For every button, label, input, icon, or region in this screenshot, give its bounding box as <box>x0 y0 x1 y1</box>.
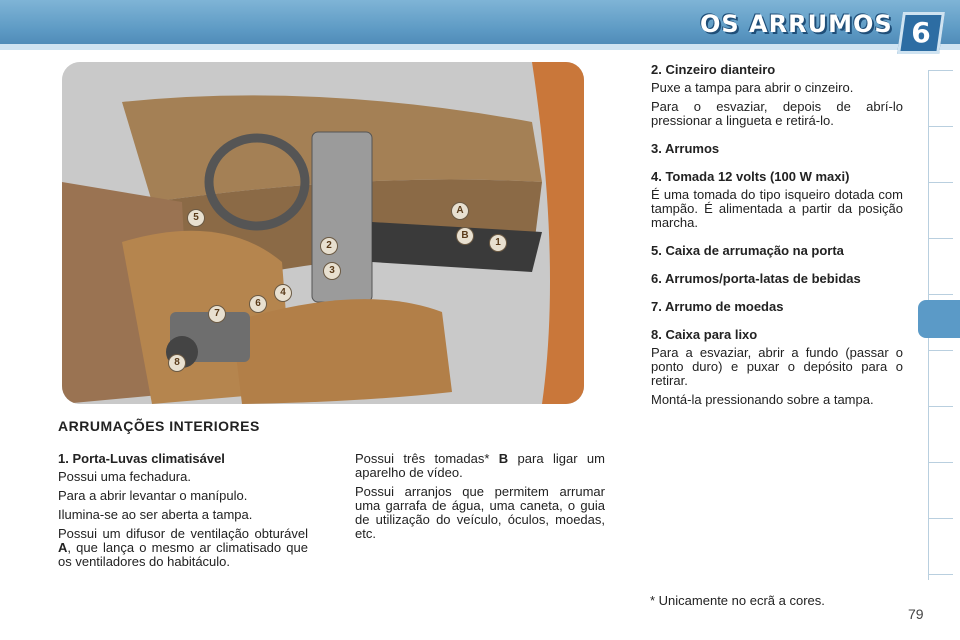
tab-divider <box>929 294 953 295</box>
callout-2: 2 <box>320 237 338 255</box>
callout-A: A <box>451 202 469 220</box>
right-column <box>651 63 903 421</box>
item-1-text <box>355 452 605 480</box>
item-7-heading: 7. Arrumo de moedas <box>651 299 784 314</box>
reference-a: A <box>58 540 68 555</box>
item-1-text: Possui uma fechadura. <box>58 469 191 484</box>
item-1-text: Possui arranjos que permitem arrumar uma garrafa de água, uma caneta, o guia de utilização do veículo, óculos, moedas, etc. <box>355 484 605 541</box>
callout-3: 3 <box>323 262 341 280</box>
item-4-heading: 4. Tomada 12 volts (100 W maxi) <box>651 169 850 184</box>
item-2-text: Para o esvaziar, depois de abrí-lo pressionar a lingueta e retirá-lo. <box>651 99 903 128</box>
callout-B: B <box>456 227 474 245</box>
car-interior-drawing <box>62 62 584 404</box>
item-2-heading: 2. Cinzeiro dianteiro <box>651 62 776 77</box>
text-segment: Possui um difusor de ventilação obturável <box>58 526 308 541</box>
tab-divider <box>929 182 953 183</box>
item-5-heading: 5. Caixa de arrumação na porta <box>651 243 844 258</box>
item-8-text: Montá-la pressionando sobre a tampa. <box>651 392 874 407</box>
tab-divider <box>929 462 953 463</box>
interior-illustration <box>62 62 584 404</box>
item-3-heading: 3. Arrumos <box>651 141 720 156</box>
left-column <box>58 452 308 574</box>
reference-b: B <box>498 451 509 466</box>
item-1-text <box>58 527 308 569</box>
footnote: * Unicamente no ecrã a cores. <box>650 593 825 608</box>
tab-divider <box>929 518 953 519</box>
tab-divider <box>929 238 953 239</box>
item-1-heading: 1. Porta-Luvas climatisável <box>58 451 225 466</box>
tab-divider <box>929 70 953 71</box>
tab-divider <box>929 126 953 127</box>
callout-4: 4 <box>274 284 292 302</box>
page-number: 79 <box>908 606 924 622</box>
item-6-heading: 6. Arrumos/porta-latas de bebidas <box>651 271 861 286</box>
item-8-heading: 8. Caixa para lixo <box>651 327 758 342</box>
callout-6: 6 <box>249 295 267 313</box>
section-title: ARRUMAÇÕES INTERIORES <box>58 418 260 434</box>
item-8-text: Para a esvaziar, abrir a fundo (passar o ponto duro) e puxar o depósito para o retirar. <box>651 345 903 388</box>
item-2-text: Puxe a tampa para abrir o cinzeiro. <box>651 80 854 95</box>
callout-7: 7 <box>208 305 226 323</box>
text-segment: para ligar um aparelho de vídeo. <box>355 451 605 480</box>
tab-divider <box>929 574 953 575</box>
chapter-number: 6 <box>911 16 931 49</box>
callout-8: 8 <box>168 354 186 372</box>
text-segment: , que lança o mesmo ar climatisado que os ventiladores do habitáculo. <box>58 540 308 569</box>
tab-divider <box>929 406 953 407</box>
text-segment: Possui três tomadas* <box>355 451 499 466</box>
header-stripe <box>0 44 960 50</box>
item-1-text: Ilumina-se ao ser aberta a tampa. <box>58 507 253 522</box>
item-4-text: É uma tomada do tipo isqueiro dotada com tampão. É alimentada a partir da posição marcha. <box>651 187 903 230</box>
callout-1: 1 <box>489 234 507 252</box>
chapter-badge <box>897 12 945 54</box>
callout-5: 5 <box>187 209 205 227</box>
page-title: OS ARRUMOS <box>700 10 893 38</box>
item-1-text: Para a abrir levantar o manípulo. <box>58 488 248 503</box>
tab-divider <box>929 350 953 351</box>
middle-column <box>355 452 605 546</box>
active-chapter-tab[interactable] <box>918 300 960 338</box>
